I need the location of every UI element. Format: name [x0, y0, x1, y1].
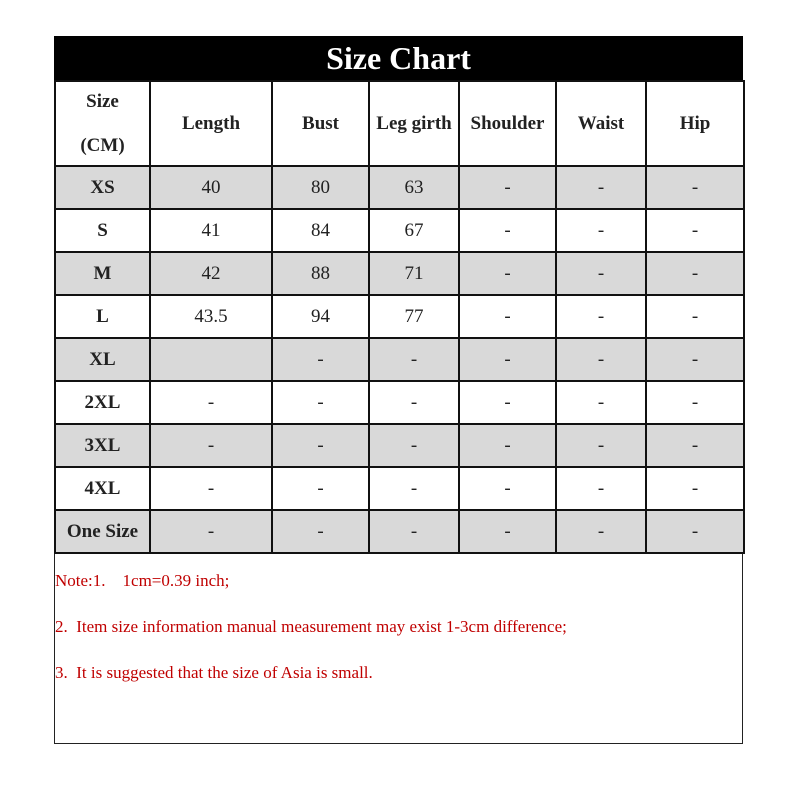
cell-hip: - [646, 467, 744, 510]
cell-bust: 94 [272, 295, 369, 338]
size-label: XS [55, 166, 150, 209]
header-size-unit: (CM) [80, 134, 125, 156]
cell-shoulder: - [459, 467, 556, 510]
cell-bust: - [272, 338, 369, 381]
cell-leg-girth: - [369, 424, 459, 467]
size-label: XL [55, 338, 150, 381]
cell-length: 41 [150, 209, 272, 252]
cell-leg-girth: 71 [369, 252, 459, 295]
cell-waist: - [556, 510, 646, 553]
cell-hip: - [646, 166, 744, 209]
table-row [55, 467, 744, 510]
table-row [55, 209, 744, 252]
cell-hip: - [646, 252, 744, 295]
cell-length: - [150, 381, 272, 424]
header-waist: Waist [556, 81, 646, 166]
cell-length: 42 [150, 252, 272, 295]
cell-bust: - [272, 510, 369, 553]
cell-shoulder: - [459, 209, 556, 252]
table-row [55, 424, 744, 467]
cell-shoulder: - [459, 166, 556, 209]
cell-shoulder: - [459, 424, 556, 467]
cell-length: 40 [150, 166, 272, 209]
table-row [55, 381, 744, 424]
cell-leg-girth: - [369, 467, 459, 510]
cell-bust: 80 [272, 166, 369, 209]
cell-leg-girth: - [369, 338, 459, 381]
cell-leg-girth: 63 [369, 166, 459, 209]
size-label: 3XL [55, 424, 150, 467]
header-shoulder: Shoulder [459, 81, 556, 166]
notes-section [54, 554, 743, 744]
table-row [55, 510, 744, 553]
cell-shoulder: - [459, 381, 556, 424]
cell-hip: - [646, 381, 744, 424]
cell-bust: 84 [272, 209, 369, 252]
cell-waist: - [556, 166, 646, 209]
cell-leg-girth: - [369, 510, 459, 553]
cell-length: - [150, 424, 272, 467]
cell-waist: - [556, 467, 646, 510]
size-table [54, 80, 745, 554]
header-length: Length [150, 81, 272, 166]
table-row [55, 295, 744, 338]
cell-waist: - [556, 295, 646, 338]
cell-length: - [150, 510, 272, 553]
cell-waist: - [556, 338, 646, 381]
size-label: S [55, 209, 150, 252]
cell-bust: 88 [272, 252, 369, 295]
cell-shoulder: - [459, 295, 556, 338]
size-label: L [55, 295, 150, 338]
size-chart [54, 36, 743, 744]
cell-length: 43.5 [150, 295, 272, 338]
cell-leg-girth: 67 [369, 209, 459, 252]
note-3: 3. It is suggested that the size of Asia is small. [55, 663, 373, 682]
header-size-label: Size [86, 90, 119, 112]
note-2: 2. Item size information manual measurement may exist 1-3cm difference; [55, 617, 567, 636]
cell-length [150, 338, 272, 381]
cell-hip: - [646, 209, 744, 252]
cell-hip: - [646, 424, 744, 467]
header-leg-girth: Leg girth [369, 81, 459, 166]
cell-waist: - [556, 209, 646, 252]
header-size [55, 81, 150, 166]
header-row [55, 81, 744, 166]
cell-leg-girth: - [369, 381, 459, 424]
cell-waist: - [556, 381, 646, 424]
size-label: M [55, 252, 150, 295]
cell-waist: - [556, 424, 646, 467]
cell-length: - [150, 467, 272, 510]
size-label: One Size [55, 510, 150, 553]
cell-hip: - [646, 510, 744, 553]
note-1: Note:1. 1cm=0.39 inch; [55, 571, 230, 590]
cell-leg-girth: 77 [369, 295, 459, 338]
size-label: 4XL [55, 467, 150, 510]
cell-shoulder: - [459, 510, 556, 553]
cell-bust: - [272, 467, 369, 510]
chart-title: Size Chart [54, 36, 743, 80]
table-row [55, 252, 744, 295]
cell-shoulder: - [459, 252, 556, 295]
cell-bust: - [272, 381, 369, 424]
header-bust: Bust [272, 81, 369, 166]
cell-waist: - [556, 252, 646, 295]
table-row [55, 166, 744, 209]
cell-bust: - [272, 424, 369, 467]
table-row [55, 338, 744, 381]
cell-hip: - [646, 338, 744, 381]
size-label: 2XL [55, 381, 150, 424]
cell-hip: - [646, 295, 744, 338]
cell-shoulder: - [459, 338, 556, 381]
header-hip: Hip [646, 81, 744, 166]
